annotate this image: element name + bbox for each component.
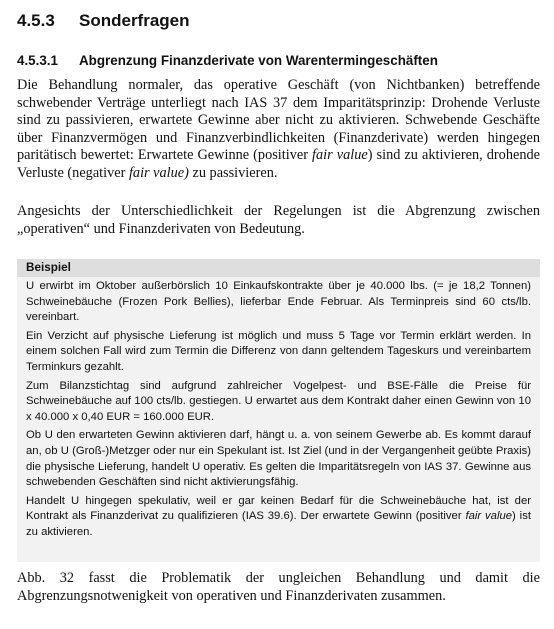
example-paragraph: Ob U den erwarteten Gewinn aktivieren darf, hängt u. a. von seinem Gewerbe ab. Es kommt darauf an, ob U (Groß-)Metzger oder nur ein Spekulant ist. Ist Ziel (und in der Vergangenheit geübte Praxis) die physische Lieferung, handelt U operativ. Es gelten die Imparitätsregeln von IAS 37. Gewinne aus schwebenden Geschäften sind nicht aktivierungsfähig.: [26, 429, 531, 489]
text-run: Handelt U hingegen spekulativ, weil er gar keinen Bedarf für die Schweinebäuche hat, ist der Kontrakt als Finanzderivat zu qualifizieren (IAS 39.6). Der erwartete Gewinn (positiver: [26, 494, 531, 523]
example-title: Beispiel: [26, 261, 71, 274]
example-paragraph: [26, 494, 531, 541]
paragraph-figure-reference: Abb. 32 fasst die Problematik der ungleichen Behandlung und damit die Abgrenzungsnotwenigkeit von operativen und Finanzderivaten zusammen.: [17, 570, 540, 604]
paragraph-distinction: Angesichts der Unterschiedlichkeit der Regelungen ist die Abgrenzung zwischen „operativen“ und Finanzderivaten von Bedeutung.: [17, 203, 540, 237]
example-header: [17, 259, 540, 277]
subsection-heading: [17, 53, 438, 68]
example-body: [26, 279, 531, 544]
example-paragraph: Zum Bilanzstichtag sind aufgrund zahlreicher Vogelpest- und BSE-Fälle die Preise für Schweinebäuche auf 100 cts/lb. gestiegen. U erwartet aus dem Kontrakt daher einen Gewinn von 10 x 40.000 x 0,40 EUR = 160.000 EUR.: [26, 379, 531, 423]
example-box: [17, 259, 540, 562]
section-number: 4.5.3: [17, 11, 55, 30]
subsection-title: Abgrenzung Finanzderivate von Warentermingeschäften: [79, 53, 438, 68]
subsection-number: 4.5.3.1: [17, 53, 58, 68]
section-heading: [17, 11, 190, 31]
example-paragraph: Ein Verzicht auf physische Lieferung ist möglich und muss 5 Tage vor Termin erklärt werden. In einem solchen Fall wird zum Termin die Differenz von dann geltendem Tageskurs und vereinbartem Terminkurs gezahlt.: [26, 329, 531, 373]
text-run: Die Behandlung normaler, das operative Geschäft (von Nichtbanken) betreffende schwebender Verträge unterliegt nach IAS 37 dem Imparitätsprinzip: Drohende Verluste sind zu passivieren, erwartete Gewinne aber nicht zu aktivieren. Schwebende Geschäfte über Finanzvermögen und Finanzverbindlichkeiten (Finanzderivate) werden hingegen paritätisch bewertet: Erwartete Gewinne (positiver: [17, 77, 540, 164]
text-run-italic: fair value): [128, 164, 189, 181]
example-paragraph: U erwirbt im Oktober außerbörslich 10 Einkaufskontrakte über je 40.000 lbs. (= je 18,2 Tonnen) Schweinebäuche (Frozen Pork Bellies), lieferbar Ende Februar. Als Terminpreis sind 60 cts/lb. vereinbart.: [26, 280, 531, 324]
text-run: ) ist zu aktivieren.: [26, 510, 531, 538]
text-run-italic: fair value: [465, 510, 513, 523]
text-run: zu passivieren.: [188, 164, 278, 181]
text-run: ) sind zu aktivieren, drohende Verluste (negativer: [17, 147, 540, 181]
section-title: Sonderfragen: [79, 11, 190, 30]
paragraph-intro: [17, 77, 540, 183]
text-run-italic: fair value: [312, 147, 368, 164]
